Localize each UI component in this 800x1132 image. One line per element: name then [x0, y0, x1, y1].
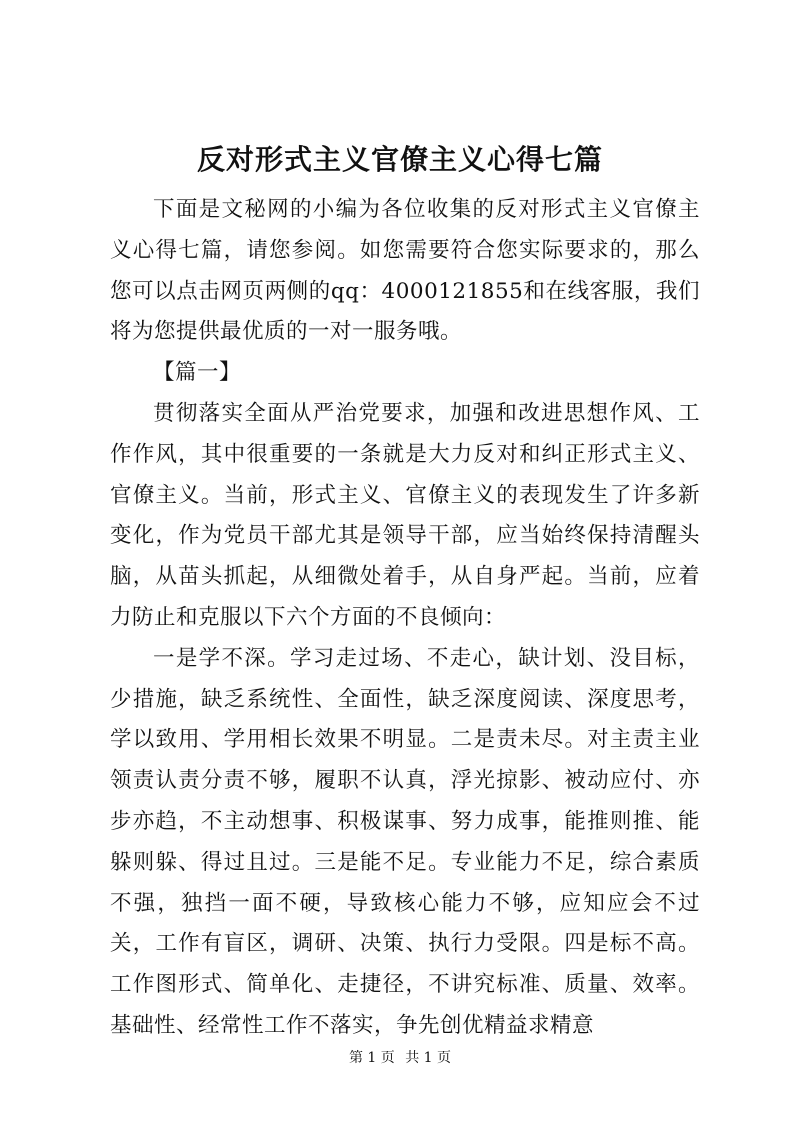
document-body: [110, 190, 700, 1047]
body-paragraph-1: 贯彻落实全面从严治党要求，加强和改进思想作风、工作作风，其中很重要的一条就是大力反对和纠正形式主义、官僚主义。当前，形式主义、官僚主义的表现发生了许多新变化，作为党员干部尤其是领导干部，应当始终保持清醒头脑，从苗头抓起，从细微处着手，从自身严起。当前，应着力防止和克服以下六个方面的不良倾向：: [110, 400, 700, 630]
intro-paragraph: 下面是文秘网的小编为各位收集的反对形式主义官僚主义心得七篇，请您参阅。如您需要符合您实际要求的，那么您可以点击网页两侧的qq：4000121855和在线客服，我们将为您提供最优质的一对一服务哦。: [110, 197, 700, 345]
document-title: 反对形式主义官僚主义心得七篇: [196, 143, 603, 176]
body-paragraph-2: 一是学不深。学习走过场、不走心，缺计划、没目标，少措施，缺乏系统性、全面性，缺乏深度阅读、深度思考，学以致用、学用相长效果不明显。二是责未尽。对主责主业领责认责分责不够，履职不认真，浮光掠影、被动应付、亦步亦趋，不主动想事、积极谋事、努力成事，能推则推、能躲则躲、得过且过。三是能不足。专业能力不足，综合素质不强，独挡一面不硬，导致核心能力不够，应知应会不过关，工作有盲区，调研、决策、执行力受限。四是标不高。工作图形式、简单化、走捷径，不讲究标准、质量、效率。基础性、经常性工作不落实，争先创优精益求精意: [110, 645, 700, 1038]
page-footer: [0, 1048, 800, 1068]
section-heading: 【篇一】: [153, 360, 242, 386]
page-total: 共 1 页: [405, 1050, 452, 1066]
page-number: 第 1 页: [348, 1050, 395, 1066]
